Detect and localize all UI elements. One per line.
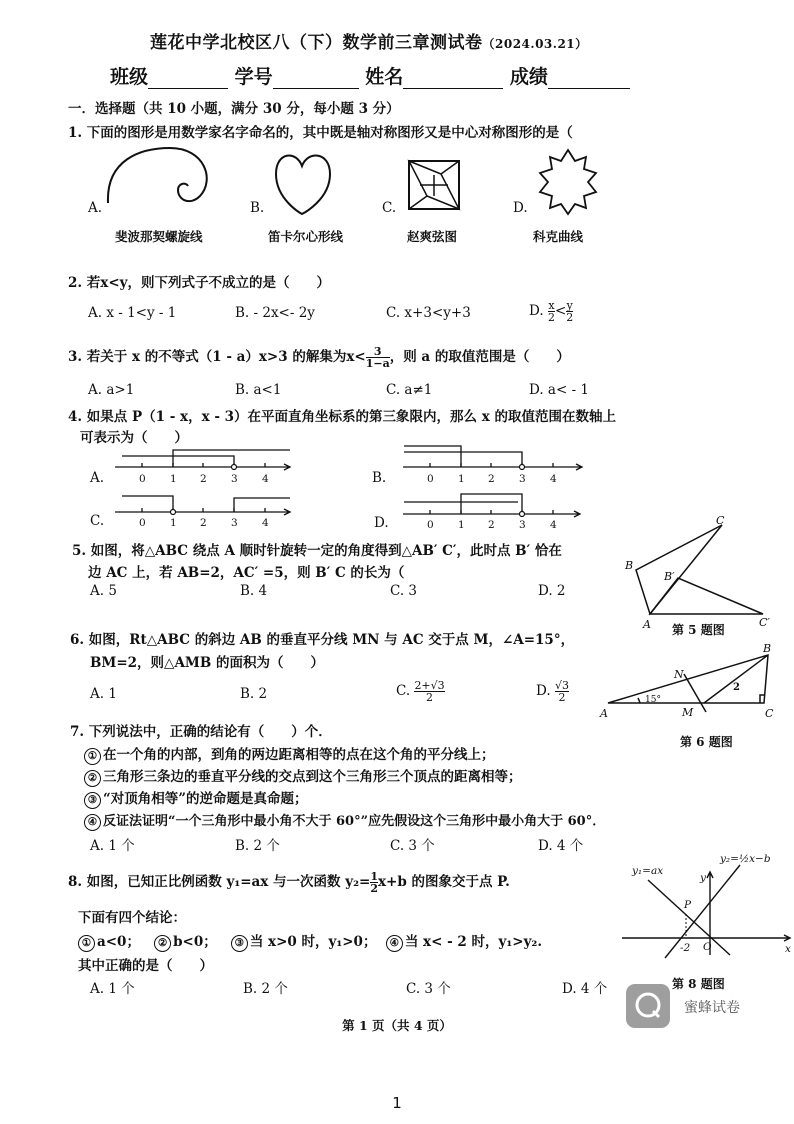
q4-c-tick-2: 2 — [200, 517, 207, 529]
q4-b-tick-3: 3 — [519, 473, 526, 485]
q5-option-a: A. 5 — [90, 583, 117, 599]
q2-option-b: B. - 2x<- 2y — [235, 305, 315, 321]
q2-d-left-den: 2 — [547, 311, 555, 324]
page-number: 1 — [392, 1094, 402, 1112]
q7-option-c: C. 3 个 — [390, 838, 435, 854]
q4-c-tick-4: 4 — [262, 517, 269, 529]
q2-d-right-num: y — [566, 299, 573, 312]
q6-label-m: M — [682, 706, 694, 719]
q6-label-n: N — [674, 668, 684, 681]
q8-label-y2: y₂=½x−b — [720, 853, 771, 865]
q3-stem-b: ，则 a 的取值范围是（ ） — [389, 349, 570, 365]
q1-caption-a: 斐波那契螺旋线 — [115, 229, 203, 244]
q3-option-c: C. a≠1 — [386, 382, 433, 398]
q1-stem: 1. 下面的图形是用数学家名字命名的，其中既是轴对称图形又是中心对称图形的是（ — [68, 125, 573, 141]
q4-stem-line2: 可表示为（ ） — [80, 430, 188, 446]
q6-label-c: C — [765, 707, 774, 720]
q5-option-c: C. 3 — [390, 583, 418, 599]
q4-c-tick-0: 0 — [139, 517, 146, 529]
q8-option-a: A. 1 个 — [90, 981, 135, 997]
q7-marker-1: ① — [84, 748, 101, 765]
q6-label-b: B — [763, 642, 772, 655]
q3-frac-num: 3 — [373, 345, 382, 358]
q3-option-b: B. a<1 — [235, 382, 282, 398]
q6-stem-line2: BM=2，则△AMB 的面积为（ ） — [90, 655, 324, 671]
q4-a-tick-0: 0 — [139, 473, 146, 485]
q5-option-d: D. 2 — [538, 583, 566, 599]
q4-d-tick-3: 3 — [519, 519, 526, 531]
q7-marker-3: ③ — [84, 792, 101, 809]
q4-stem-line1: 4. 如果点 P（1 - x，x - 3）在平面直角坐标系的第三象限内，那么 x 的取值范围在数轴上 — [68, 409, 616, 425]
q4-letter-d: D. — [374, 515, 389, 531]
q4-a-tick-3: 3 — [231, 473, 238, 485]
q8-conclusion-2: b<0； — [173, 934, 217, 950]
field-name-label: 姓名 — [365, 66, 404, 88]
q1-caption-b: 笛卡尔心形线 — [268, 229, 344, 244]
q2-option-d-letter: D. — [529, 303, 544, 319]
field-score-label: 成绩 — [509, 66, 548, 88]
q7-statement-4-text: 反证法证明“一个三角形中最小角不大于 60°”应先假设这个三角形中最小角大于 60°． — [103, 814, 606, 829]
q8-frac-num: 1 — [370, 870, 378, 883]
q1-letter-c: C. — [382, 200, 397, 216]
q5-label-c-prime: C′ — [759, 616, 770, 629]
q6-figure-caption: 第 6 题图 — [680, 735, 733, 749]
q8-marker-2: ② — [154, 935, 171, 952]
q4-letter-b: B. — [372, 470, 387, 486]
q6-option-a: A. 1 — [90, 686, 117, 702]
q1-caption-c: 赵爽弦图 — [407, 229, 458, 244]
q6-length-label: 2 — [733, 682, 740, 693]
q6-option-d-letter: D. — [536, 683, 551, 699]
q8-option-b: B. 2 个 — [243, 981, 288, 997]
q8-option-d: D. 4 个 — [562, 981, 608, 997]
q2-d-left-num: x — [548, 299, 555, 312]
q7-statement-1-text: 在一个角的内部，到角的两边距离相等的点在这个角的平分线上； — [103, 747, 495, 763]
q6-angle-label: 15° — [645, 695, 661, 705]
q7-stem: 7. 下列说法中，正确的结论有（ ）个． — [70, 724, 332, 740]
page-footer: 第 1 页（共 4 页） — [342, 1018, 452, 1033]
q8-conclusion-4: 当 x< - 2 时，y₁>y₂. — [404, 934, 543, 950]
q8-sub: 下面有四个结论： — [78, 910, 186, 926]
q2-d-sign: < — [554, 303, 567, 319]
q4-a-tick-1: 1 — [170, 473, 177, 485]
q8-label-o: O — [703, 941, 712, 953]
q1-caption-d: 科克曲线 — [533, 229, 584, 244]
q5-figure-caption: 第 5 题图 — [672, 623, 725, 637]
q8-option-c: C. 3 个 — [406, 981, 451, 997]
q4-b-tick-0: 0 — [427, 473, 434, 485]
q5-stem-line2: 边 AC 上，若 AB=2，AC′ =5，则 B′ C 的长为（ — [88, 565, 405, 581]
q4-b-tick-2: 2 — [488, 473, 495, 485]
q8-label-neg2: -2 — [680, 942, 691, 954]
q4-c-tick-1: 1 — [170, 517, 177, 529]
q8-conclusion-1: a<0； — [97, 934, 140, 950]
section-heading: 一．选择题（共 10 小题，满分 30 分，每小题 3 分） — [68, 101, 400, 117]
q8-stem-b: x+b 的图象交于点 P. — [377, 874, 510, 890]
q6-d-den: 2 — [555, 691, 569, 703]
q4-d-tick-2: 2 — [488, 519, 495, 531]
q4-b-tick-1: 1 — [458, 473, 465, 485]
q7-statement-3-text: “对顶角相等”的逆命题是真命题； — [103, 791, 308, 807]
q8-figure-caption: 第 8 题图 — [672, 977, 725, 991]
q7-option-b: B. 2 个 — [235, 838, 280, 854]
q6-c-num: 2+√3 — [414, 679, 445, 692]
q8-label-y1: y₁=ax — [632, 865, 664, 877]
q3-stem-a: 3. 若关于 x 的不等式（1 - a）x>3 的解集为x< — [68, 349, 366, 365]
field-id-label: 学号 — [234, 66, 273, 88]
q5-option-b: B. 4 — [240, 583, 268, 599]
watermark-text: 蜜蜂试卷 — [684, 1000, 740, 1016]
q4-a-tick-2: 2 — [200, 473, 207, 485]
field-class-label: 班级 — [110, 66, 149, 88]
q4-d-tick-0: 0 — [427, 519, 434, 531]
q8-ask: 其中正确的是（ ） — [78, 958, 213, 974]
exam-title: 莲花中学北校区八（下）数学前三章测试卷 — [150, 33, 483, 53]
q8-marker-3: ③ — [231, 935, 248, 952]
q6-c-den: 2 — [414, 691, 444, 703]
q8-label-y: y — [700, 872, 706, 884]
exam-date: （2024.03.21） — [482, 37, 588, 51]
q7-option-a: A. 1 个 — [90, 838, 135, 854]
q5-label-b-prime: B′ — [664, 570, 675, 583]
q7-marker-2: ② — [84, 770, 101, 787]
q6-d-num: √3 — [554, 679, 569, 692]
q8-frac-den: 2 — [370, 882, 378, 895]
q7-statement-2-text: 三角形三条边的垂直平分线的交点到这个三角形三个顶点的距离相等； — [103, 769, 522, 785]
q4-letter-c: C. — [90, 513, 105, 529]
q2-d-right-den: 2 — [566, 311, 574, 324]
q5-label-b: B — [625, 559, 634, 572]
q4-a-tick-4: 4 — [262, 473, 269, 485]
q8-conclusion-3: 当 x>0 时，y₁>0； — [249, 934, 377, 950]
q6-stem-line1: 6. 如图，Rt△ABC 的斜边 AB 的垂直平分线 MN 与 AC 交于点 M，∠A=15°， — [70, 632, 575, 648]
q1-letter-d: D. — [513, 200, 528, 216]
q3-frac-den: 1−a — [365, 357, 390, 370]
q4-d-tick-1: 1 — [458, 519, 465, 531]
q3-option-d: D. a< - 1 — [529, 382, 590, 398]
q6-option-b: B. 2 — [240, 686, 268, 702]
q4-b-tick-4: 4 — [550, 473, 557, 485]
q2-option-a: A. x - 1<y - 1 — [88, 305, 177, 321]
q7-option-d: D. 4 个 — [538, 838, 584, 854]
q5-label-a: A — [643, 618, 651, 631]
q4-c-tick-3: 3 — [231, 517, 238, 529]
q8-stem-a: 8. 如图，已知正比例函数 y₁=ax 与一次函数 y₂= — [68, 874, 371, 890]
q7-marker-4: ④ — [84, 814, 101, 831]
q3-option-a: A. a>1 — [88, 382, 135, 398]
q8-label-p: P — [684, 899, 692, 911]
q4-letter-a: A. — [90, 470, 105, 486]
q8-marker-1: ① — [78, 935, 95, 952]
q2-option-c: C. x+3<y+3 — [386, 305, 471, 321]
q1-letter-a: A. — [88, 200, 103, 216]
q8-marker-4: ④ — [386, 935, 403, 952]
q1-letter-b: B. — [250, 200, 265, 216]
q2-stem: 2. 若x<y，则下列式子不成立的是（ ） — [68, 275, 330, 291]
q8-label-x: x — [785, 943, 791, 955]
q4-d-tick-4: 4 — [550, 519, 557, 531]
q5-label-c: C — [716, 514, 725, 527]
q6-option-c-letter: C. — [396, 683, 411, 699]
q6-label-a: A — [600, 707, 608, 720]
q5-stem-line1: 5. 如图，将△ABC 绕点 A 顺时针旋转一定的角度得到△AB′ C′，此时点 B′ 恰在 — [72, 543, 562, 559]
